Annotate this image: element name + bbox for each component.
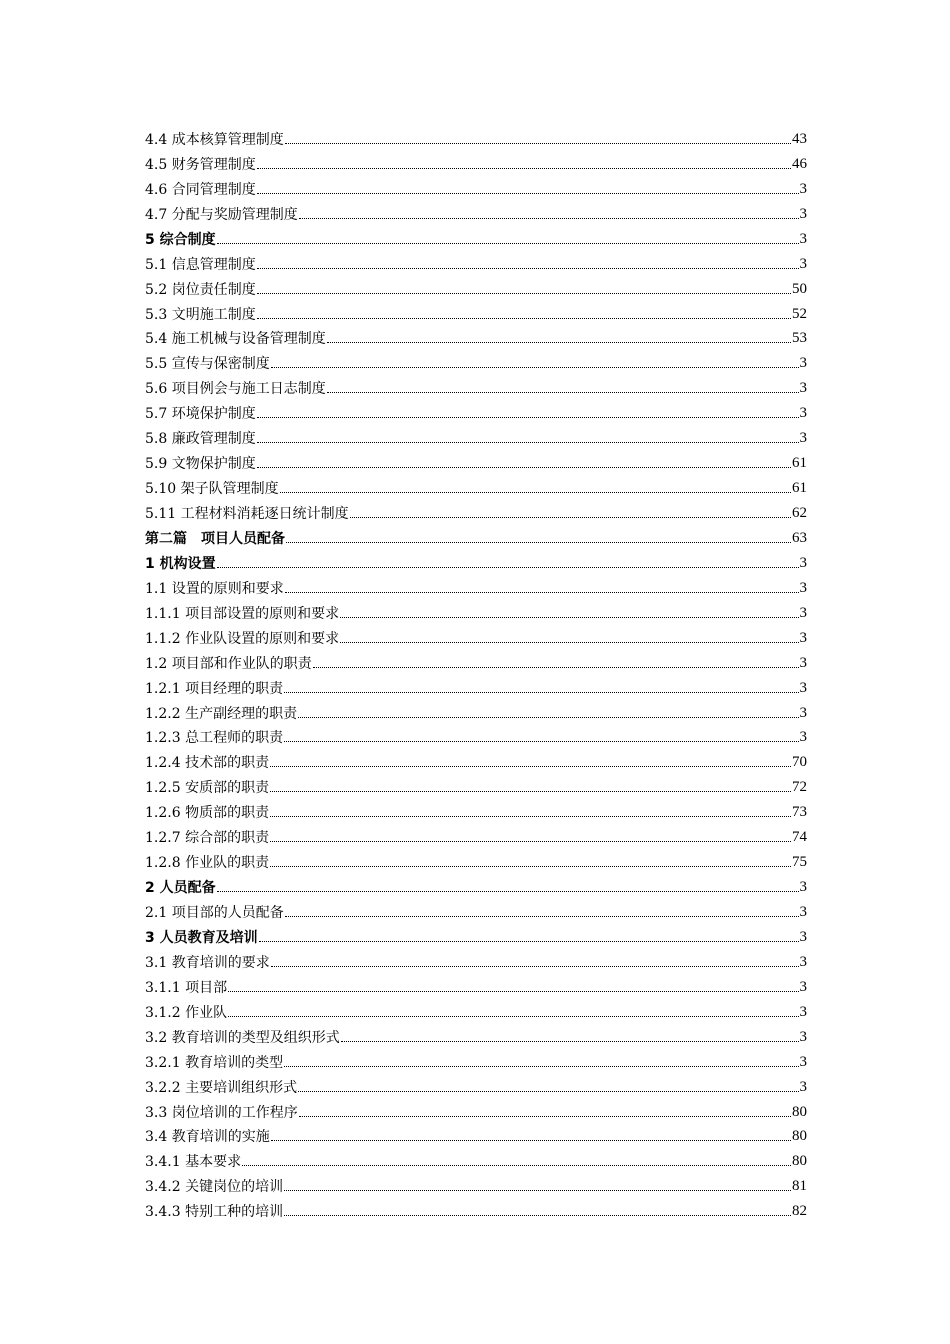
toc-page-number: 3 bbox=[799, 380, 807, 397]
toc-page-number: 3 bbox=[799, 1028, 807, 1045]
toc-page-number: 63 bbox=[792, 529, 807, 546]
toc-page-number: 3 bbox=[799, 654, 807, 671]
toc-entry-label: 5.4 施工机械与设备管理制度 bbox=[145, 331, 326, 348]
toc-entry[interactable] bbox=[145, 598, 807, 623]
toc-entry[interactable] bbox=[145, 1171, 807, 1196]
toc-dot-leader bbox=[270, 766, 791, 767]
toc-entry[interactable] bbox=[145, 149, 807, 174]
toc-page-number: 3 bbox=[799, 629, 807, 646]
toc-dot-leader bbox=[270, 866, 791, 867]
toc-page-number: 3 bbox=[799, 679, 807, 696]
toc-dot-leader bbox=[257, 442, 799, 443]
toc-entry[interactable] bbox=[145, 224, 807, 249]
toc-entry-label: 5.9 文物保护制度 bbox=[145, 456, 256, 473]
toc-entry-label: 3.3 岗位培训的工作程序 bbox=[145, 1104, 298, 1121]
toc-dot-leader bbox=[228, 991, 798, 992]
toc-page-number: 3 bbox=[799, 879, 807, 896]
toc-entry[interactable] bbox=[145, 324, 807, 349]
toc-dot-leader bbox=[341, 1041, 799, 1042]
toc-entry[interactable] bbox=[145, 573, 807, 598]
toc-page-number: 3 bbox=[799, 579, 807, 596]
toc-entry-label: 1.2.7 综合部的职责 bbox=[145, 830, 270, 847]
toc-dot-leader bbox=[217, 243, 799, 244]
toc-entry[interactable] bbox=[145, 673, 807, 698]
toc-entry-label: 1.1 设置的原则和要求 bbox=[145, 580, 284, 597]
toc-entry-label: 4.6 合同管理制度 bbox=[145, 181, 256, 198]
toc-entry[interactable] bbox=[145, 623, 807, 648]
toc-page-number: 3 bbox=[799, 230, 807, 247]
toc-dot-leader bbox=[284, 1066, 798, 1067]
toc-entry[interactable] bbox=[145, 723, 807, 748]
toc-entry[interactable] bbox=[145, 698, 807, 723]
toc-page-number: 61 bbox=[792, 455, 807, 472]
toc-page-number: 81 bbox=[792, 1178, 807, 1195]
toc-dot-leader bbox=[259, 941, 799, 942]
toc-page-number: 3 bbox=[799, 430, 807, 447]
toc-entry[interactable] bbox=[145, 299, 807, 324]
toc-entry-label: 4.5 财务管理制度 bbox=[145, 156, 256, 173]
toc-dot-leader bbox=[271, 966, 799, 967]
toc-dot-leader bbox=[285, 592, 799, 593]
toc-entry-label: 4.7 分配与奖励管理制度 bbox=[145, 206, 298, 223]
toc-entry-label: 3.1 教育培训的要求 bbox=[145, 954, 270, 971]
toc-entry-label: 5.1 信息管理制度 bbox=[145, 256, 256, 273]
toc-entry-label: 1.2.1 项目经理的职责 bbox=[145, 680, 284, 697]
toc-entry[interactable] bbox=[145, 972, 807, 997]
toc-entry[interactable] bbox=[145, 249, 807, 274]
toc-dot-leader bbox=[285, 143, 791, 144]
toc-entry-label: 1.2.8 作业队的职责 bbox=[145, 855, 270, 872]
toc-dot-leader bbox=[257, 318, 791, 319]
toc-dot-leader bbox=[299, 218, 799, 219]
toc-entry-label: 1.2.6 物质部的职责 bbox=[145, 805, 270, 822]
toc-page-number: 74 bbox=[792, 829, 807, 846]
toc-page-number: 3 bbox=[799, 729, 807, 746]
toc-page-number: 46 bbox=[792, 155, 807, 172]
toc-entry-label: 3.2.1 教育培训的类型 bbox=[145, 1054, 284, 1071]
toc-entry-label: 5.7 环境保护制度 bbox=[145, 406, 256, 423]
toc-entry[interactable] bbox=[145, 124, 807, 149]
toc-entry[interactable] bbox=[145, 1097, 807, 1122]
toc-entry-label: 4.4 成本核算管理制度 bbox=[145, 131, 284, 148]
toc-entry-label: 5 综合制度 bbox=[145, 231, 216, 248]
toc-page-number: 3 bbox=[799, 255, 807, 272]
toc-entry-label: 5.5 宣传与保密制度 bbox=[145, 356, 270, 373]
toc-dot-leader bbox=[350, 517, 791, 518]
toc-page-number: 3 bbox=[799, 953, 807, 970]
toc-entry[interactable] bbox=[145, 997, 807, 1022]
toc-dot-leader bbox=[228, 1016, 798, 1017]
toc-entry[interactable] bbox=[145, 872, 807, 897]
toc-dot-leader bbox=[340, 642, 798, 643]
toc-dot-leader bbox=[284, 1190, 791, 1191]
toc-page-number: 52 bbox=[792, 305, 807, 322]
toc-page-number: 3 bbox=[799, 554, 807, 571]
toc-entry[interactable] bbox=[145, 1122, 807, 1147]
toc-page-number: 62 bbox=[792, 505, 807, 521]
toc-dot-leader bbox=[270, 816, 791, 817]
toc-entry[interactable] bbox=[145, 174, 807, 199]
toc-page-number: 3 bbox=[799, 405, 807, 422]
toc-dot-leader bbox=[271, 1140, 791, 1141]
toc-dot-leader bbox=[285, 916, 799, 917]
toc-page-number: 3 bbox=[799, 180, 807, 197]
toc-dot-leader bbox=[257, 467, 791, 468]
toc-dot-leader bbox=[257, 268, 799, 269]
toc-entry-label: 5.6 项目例会与施工日志制度 bbox=[145, 381, 326, 398]
toc-entry[interactable] bbox=[145, 274, 807, 299]
toc-entry[interactable] bbox=[145, 1047, 807, 1072]
toc-entry-label: 3 人员教育及培训 bbox=[145, 929, 258, 946]
toc-entry[interactable] bbox=[145, 1196, 807, 1221]
toc-entry-label: 3.1.2 作业队 bbox=[145, 1004, 228, 1021]
toc-entry[interactable] bbox=[145, 922, 807, 947]
toc-entry-label: 第二篇 项目人员配备 bbox=[145, 530, 285, 547]
toc-page-number: 73 bbox=[792, 804, 807, 821]
toc-entry-label: 1 机构设置 bbox=[145, 555, 216, 572]
toc-entry[interactable] bbox=[145, 373, 807, 398]
toc-entry[interactable] bbox=[145, 548, 807, 573]
toc-dot-leader bbox=[270, 841, 791, 842]
toc-entry[interactable] bbox=[145, 398, 807, 423]
toc-entry[interactable] bbox=[145, 473, 807, 498]
toc-page-number: 3 bbox=[799, 1078, 807, 1095]
toc-page-number: 50 bbox=[792, 280, 807, 297]
toc-entry-label: 3.4 教育培训的实施 bbox=[145, 1129, 270, 1146]
toc-entry-label: 3.2.2 主要培训组织形式 bbox=[145, 1079, 298, 1096]
toc-dot-leader bbox=[313, 667, 799, 668]
toc-page-number: 3 bbox=[799, 1053, 807, 1070]
toc-entry-label: 5.3 文明施工制度 bbox=[145, 306, 256, 323]
toc-dot-leader bbox=[270, 791, 791, 792]
toc-entry[interactable] bbox=[145, 797, 807, 822]
toc-page-number: 80 bbox=[792, 1128, 807, 1145]
toc-page-number: 72 bbox=[792, 779, 807, 796]
toc-page-number: 3 bbox=[799, 205, 807, 222]
toc-page-number: 75 bbox=[792, 854, 807, 871]
toc-dot-leader bbox=[298, 717, 798, 718]
toc-entry[interactable] bbox=[145, 772, 807, 797]
toc-entry-label: 2 人员配备 bbox=[145, 880, 216, 897]
toc-page-number: 3 bbox=[799, 978, 807, 995]
toc-entry[interactable] bbox=[145, 1022, 807, 1047]
toc-dot-leader bbox=[284, 692, 798, 693]
toc-entry[interactable] bbox=[145, 1072, 807, 1097]
toc-dot-leader bbox=[257, 293, 791, 294]
toc-entry-label: 5.8 廉政管理制度 bbox=[145, 431, 256, 448]
toc-entry-label: 1.2.4 技术部的职责 bbox=[145, 755, 270, 772]
toc-entry-label: 5.2 岗位责任制度 bbox=[145, 281, 256, 298]
toc-dot-leader bbox=[327, 342, 791, 343]
toc-entry[interactable] bbox=[145, 1146, 807, 1171]
toc-dot-leader bbox=[280, 492, 791, 493]
toc-entry[interactable] bbox=[145, 423, 807, 448]
toc-dot-leader bbox=[271, 367, 799, 368]
table-of-contents bbox=[145, 124, 807, 1221]
toc-page-number: 80 bbox=[792, 1103, 807, 1120]
toc-page-number: 3 bbox=[799, 928, 807, 945]
toc-page-number: 82 bbox=[792, 1203, 807, 1220]
toc-entry[interactable] bbox=[145, 747, 807, 772]
toc-page-number: 3 bbox=[799, 704, 807, 721]
toc-page-number: 3 bbox=[799, 1003, 807, 1020]
toc-entry[interactable] bbox=[145, 348, 807, 373]
toc-dot-leader bbox=[299, 1116, 791, 1117]
toc-dot-leader bbox=[340, 617, 798, 618]
toc-entry[interactable] bbox=[145, 523, 807, 548]
toc-page-number: 3 bbox=[799, 904, 807, 920]
toc-dot-leader bbox=[286, 542, 791, 543]
toc-entry-label: 1.2.3 总工程师的职责 bbox=[145, 730, 284, 747]
toc-page-number: 43 bbox=[792, 130, 807, 147]
toc-page-number: 70 bbox=[792, 754, 807, 771]
toc-entry-label: 3.4.3 特别工种的培训 bbox=[145, 1204, 284, 1221]
toc-dot-leader bbox=[217, 891, 799, 892]
toc-page-number: 3 bbox=[799, 604, 807, 621]
toc-dot-leader bbox=[242, 1165, 791, 1166]
toc-dot-leader bbox=[257, 193, 799, 194]
toc-entry-label: 1.2 项目部和作业队的职责 bbox=[145, 655, 312, 672]
toc-entry[interactable] bbox=[145, 947, 807, 972]
toc-dot-leader bbox=[327, 392, 799, 393]
toc-entry[interactable] bbox=[145, 897, 807, 922]
toc-dot-leader bbox=[257, 168, 791, 169]
toc-entry-label: 3.1.1 项目部 bbox=[145, 979, 228, 996]
toc-entry-label: 1.1.1 项目部设置的原则和要求 bbox=[145, 605, 340, 622]
toc-entry[interactable] bbox=[145, 448, 807, 473]
toc-page-number: 80 bbox=[792, 1153, 807, 1170]
toc-page-number: 61 bbox=[792, 480, 807, 497]
toc-entry-label: 1.2.5 安质部的职责 bbox=[145, 780, 270, 797]
toc-entry[interactable] bbox=[145, 847, 807, 872]
toc-dot-leader bbox=[284, 1215, 791, 1216]
toc-entry[interactable] bbox=[145, 498, 807, 523]
toc-dot-leader bbox=[217, 567, 799, 568]
toc-entry-label: 3.4.1 基本要求 bbox=[145, 1154, 242, 1171]
toc-entry-label: 3.4.2 关键岗位的培训 bbox=[145, 1179, 284, 1196]
toc-entry-label: 3.2 教育培训的类型及组织形式 bbox=[145, 1029, 340, 1046]
toc-entry[interactable] bbox=[145, 199, 807, 224]
toc-dot-leader bbox=[298, 1091, 798, 1092]
toc-entry-label: 1.2.2 生产副经理的职责 bbox=[145, 705, 298, 722]
toc-entry[interactable] bbox=[145, 648, 807, 673]
toc-page-number: 53 bbox=[792, 330, 807, 347]
toc-page-number: 3 bbox=[799, 355, 807, 372]
toc-entry-label: 2.1 项目部的人员配备 bbox=[145, 905, 284, 921]
toc-entry[interactable] bbox=[145, 822, 807, 847]
toc-entry-label: 1.1.2 作业队设置的原则和要求 bbox=[145, 630, 340, 647]
toc-entry-label: 5.10 架子队管理制度 bbox=[145, 481, 279, 498]
toc-dot-leader bbox=[284, 741, 798, 742]
toc-entry-label: 5.11 工程材料消耗逐日统计制度 bbox=[145, 506, 349, 522]
toc-dot-leader bbox=[257, 417, 799, 418]
